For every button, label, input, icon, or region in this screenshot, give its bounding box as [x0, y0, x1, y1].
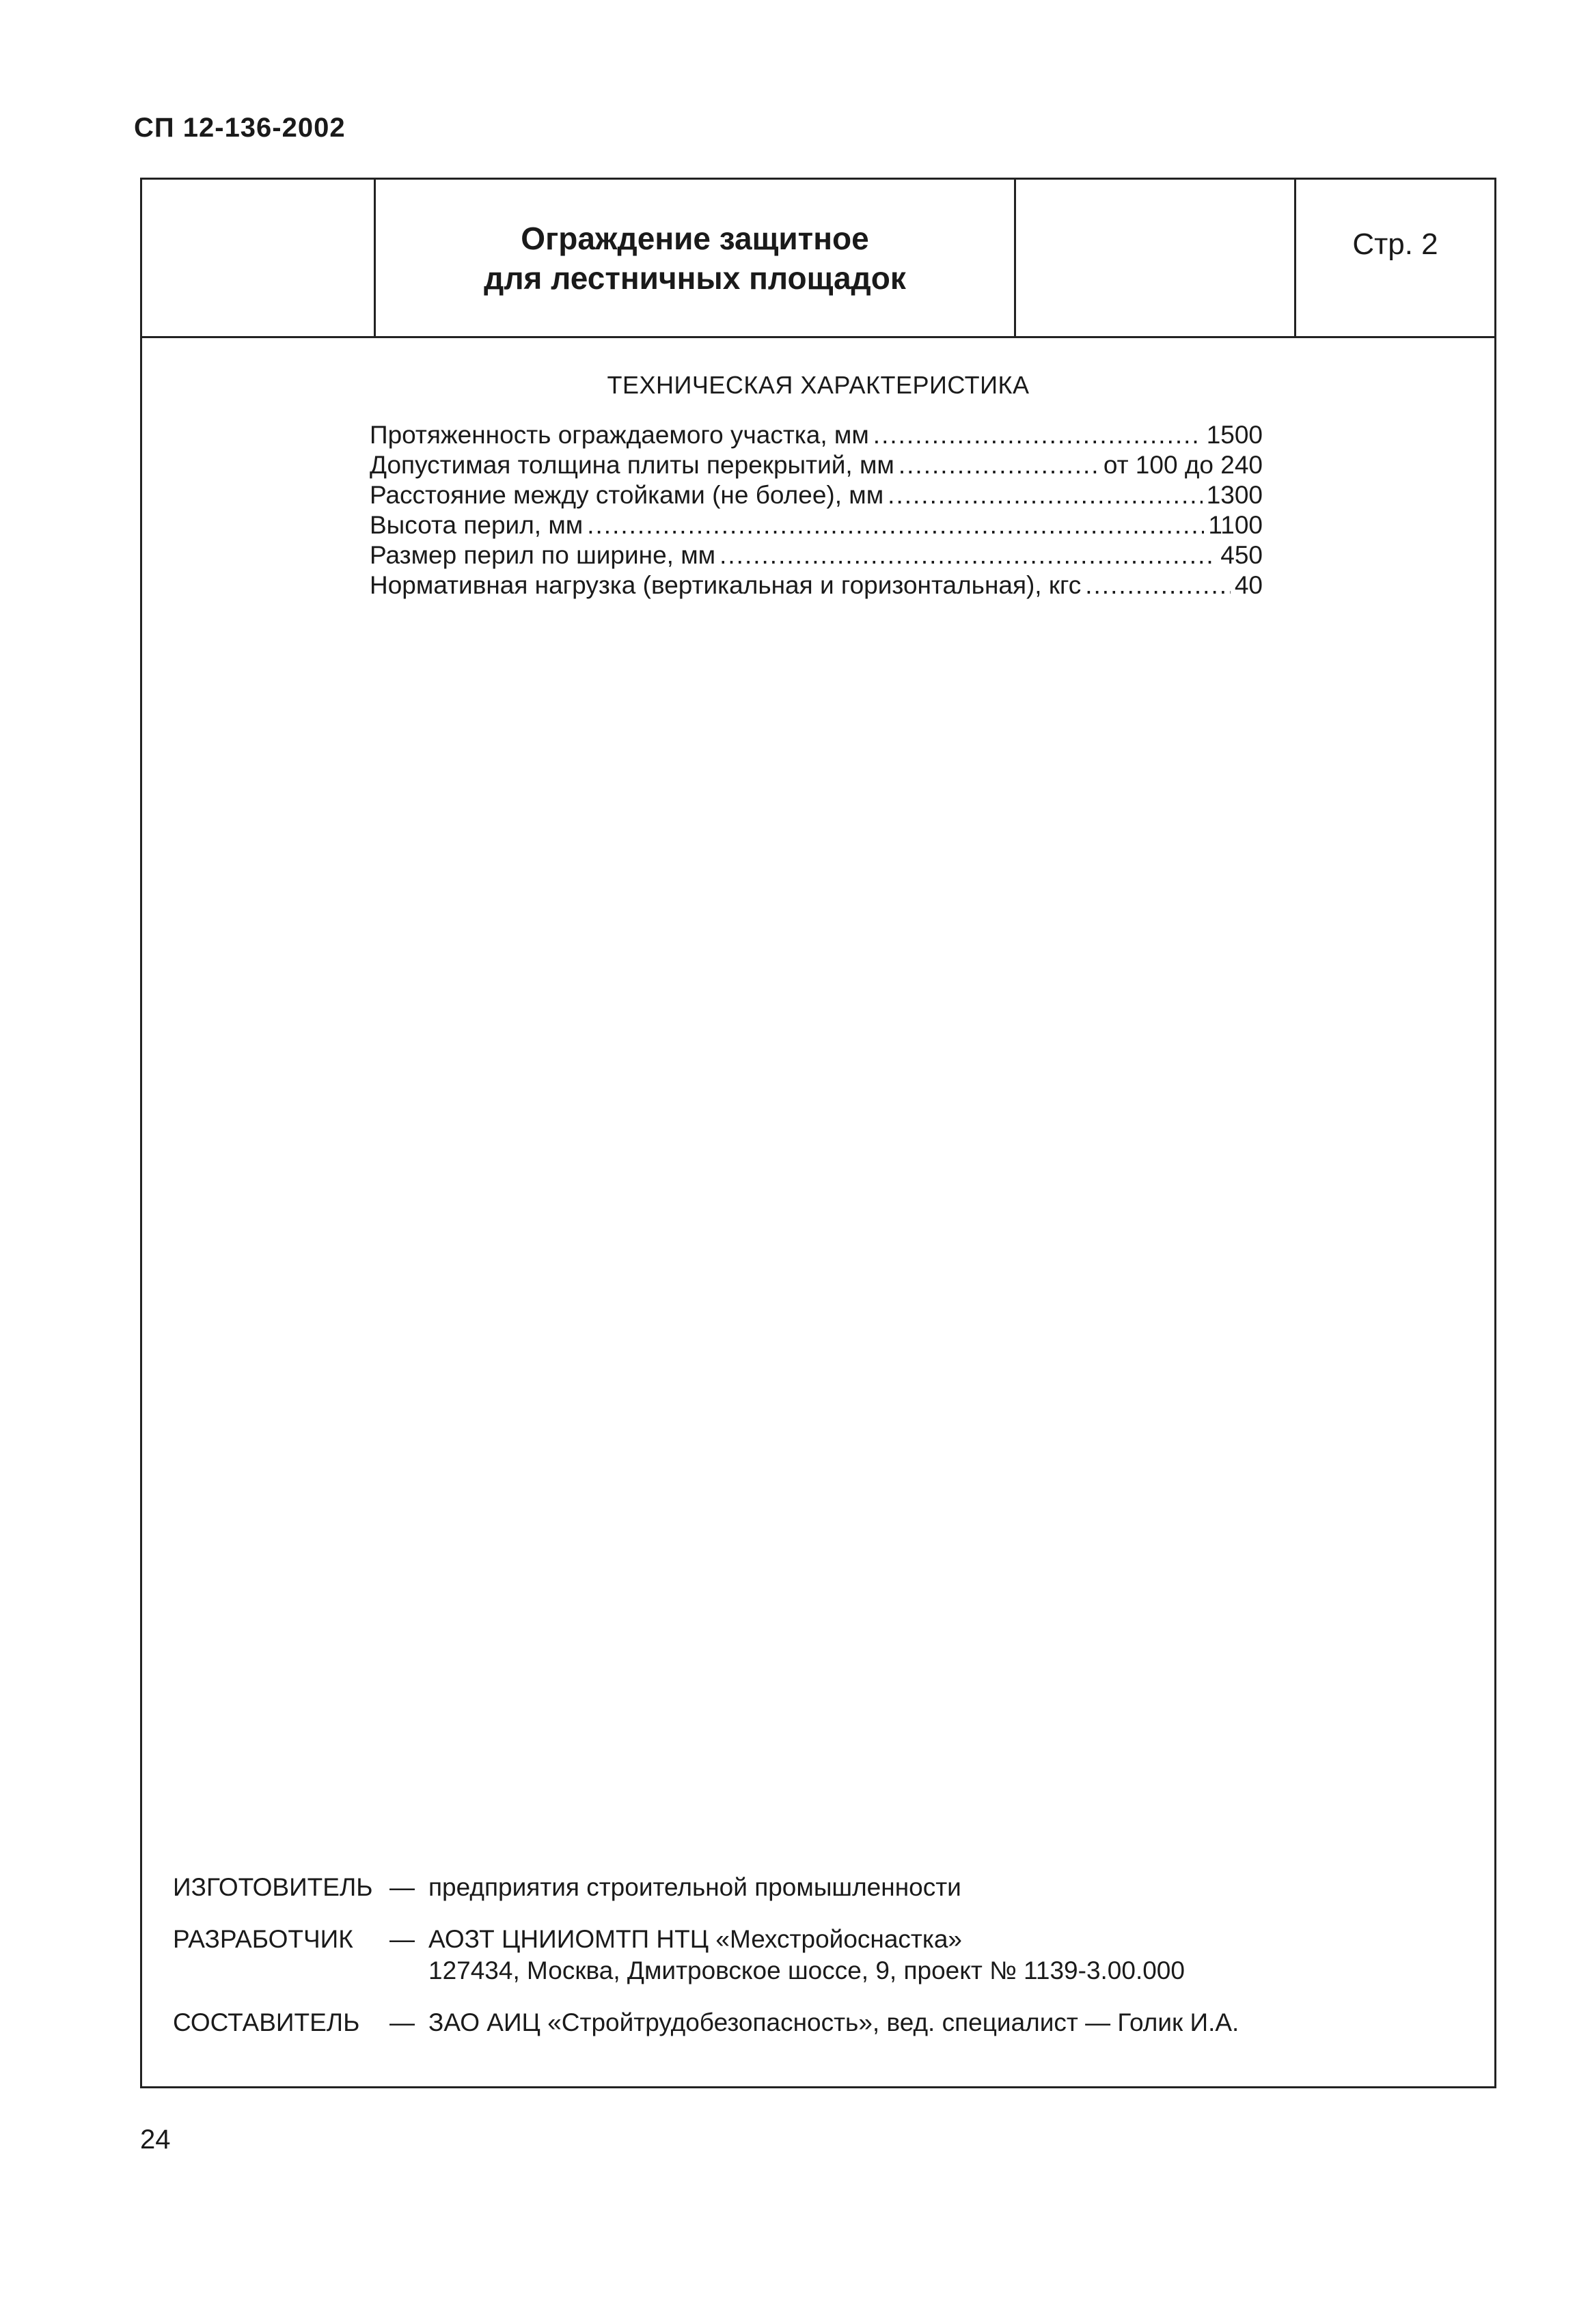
credit-row-manufacturer — [173, 1872, 1471, 1903]
page-label-cell — [1296, 180, 1494, 336]
document-code: СП 12-136-2002 — [134, 113, 346, 143]
credit-text-line: АОЗТ ЦНИИОМТП НТЦ «Мехстройоснастка» — [428, 1925, 963, 1953]
spec-leader-dots — [587, 510, 1204, 540]
title-line-2: для лестничных площадок — [484, 260, 906, 296]
document-title — [484, 219, 906, 298]
page-number: 24 — [140, 2125, 171, 2155]
spec-label: Высота перил, мм — [370, 511, 584, 539]
spec-leader-dots — [888, 480, 1203, 510]
specs-heading: ТЕХНИЧЕСКАЯ ХАРАКТЕРИСТИКА — [607, 371, 1030, 399]
spec-value: от 100 до 240 — [1103, 451, 1263, 479]
spec-row — [370, 540, 1263, 570]
credit-text — [428, 1872, 1471, 1903]
credit-text — [428, 1924, 1471, 1987]
spec-row — [370, 570, 1263, 600]
credit-role: РАЗРАБОТЧИК — [173, 1925, 353, 1953]
spec-label: Протяженность ограждаемого участка, мм — [370, 421, 869, 449]
title-line-1: Ограждение защитное — [521, 220, 869, 256]
credit-text-line: ЗАО АИЦ «Стройтрудобезопасность», вед. специалист — Голик И.А. — [428, 2008, 1239, 2036]
spec-row — [370, 420, 1263, 450]
spec-leader-dots — [1085, 570, 1231, 600]
spec-leader-dots — [899, 450, 1099, 480]
spec-label: Размер перил по ширине, мм — [370, 541, 716, 569]
spec-value: 1100 — [1208, 511, 1263, 539]
credit-row-developer — [173, 1924, 1471, 1987]
title-cell — [376, 180, 1016, 336]
credit-role: ИЗГОТОВИТЕЛЬ — [173, 1873, 373, 1901]
credit-dash: — — [389, 1925, 415, 1953]
credit-text — [428, 2007, 1471, 2038]
title-block-cell-empty-right — [1016, 180, 1296, 336]
spec-label: Нормативная нагрузка (вертикальная и горизонтальная), кгс — [370, 571, 1082, 599]
specs-list — [370, 420, 1263, 600]
spec-row — [370, 480, 1263, 510]
spec-value: 450 — [1220, 541, 1263, 569]
spec-row — [370, 510, 1263, 540]
credit-role: СОСТАВИТЕЛЬ — [173, 2008, 360, 2036]
credit-dash: — — [389, 2008, 415, 2036]
spec-label: Расстояние между стойками (не более), мм — [370, 481, 884, 509]
credits-block — [173, 1872, 1471, 2059]
spec-value: 1300 — [1206, 481, 1263, 509]
spec-label: Допустимая толщина плиты перекрытий, мм — [370, 451, 894, 479]
credit-text-line: предприятия строительной промышленности — [428, 1873, 961, 1901]
document-frame — [140, 178, 1496, 2088]
spec-value: 40 — [1234, 571, 1263, 599]
page-label: Стр. 2 — [1352, 227, 1438, 261]
credit-dash: — — [389, 1873, 415, 1901]
spec-leader-dots — [719, 540, 1216, 570]
title-block-cell-empty-left — [142, 180, 376, 336]
spec-row — [370, 450, 1263, 480]
spec-leader-dots — [873, 420, 1203, 450]
credit-text-line: 127434, Москва, Дмитровское шоссе, 9, проект № 1139-3.00.000 — [428, 1956, 1185, 1984]
title-block — [142, 180, 1494, 338]
credit-row-compiler — [173, 2007, 1471, 2038]
spec-value: 1500 — [1206, 421, 1263, 449]
